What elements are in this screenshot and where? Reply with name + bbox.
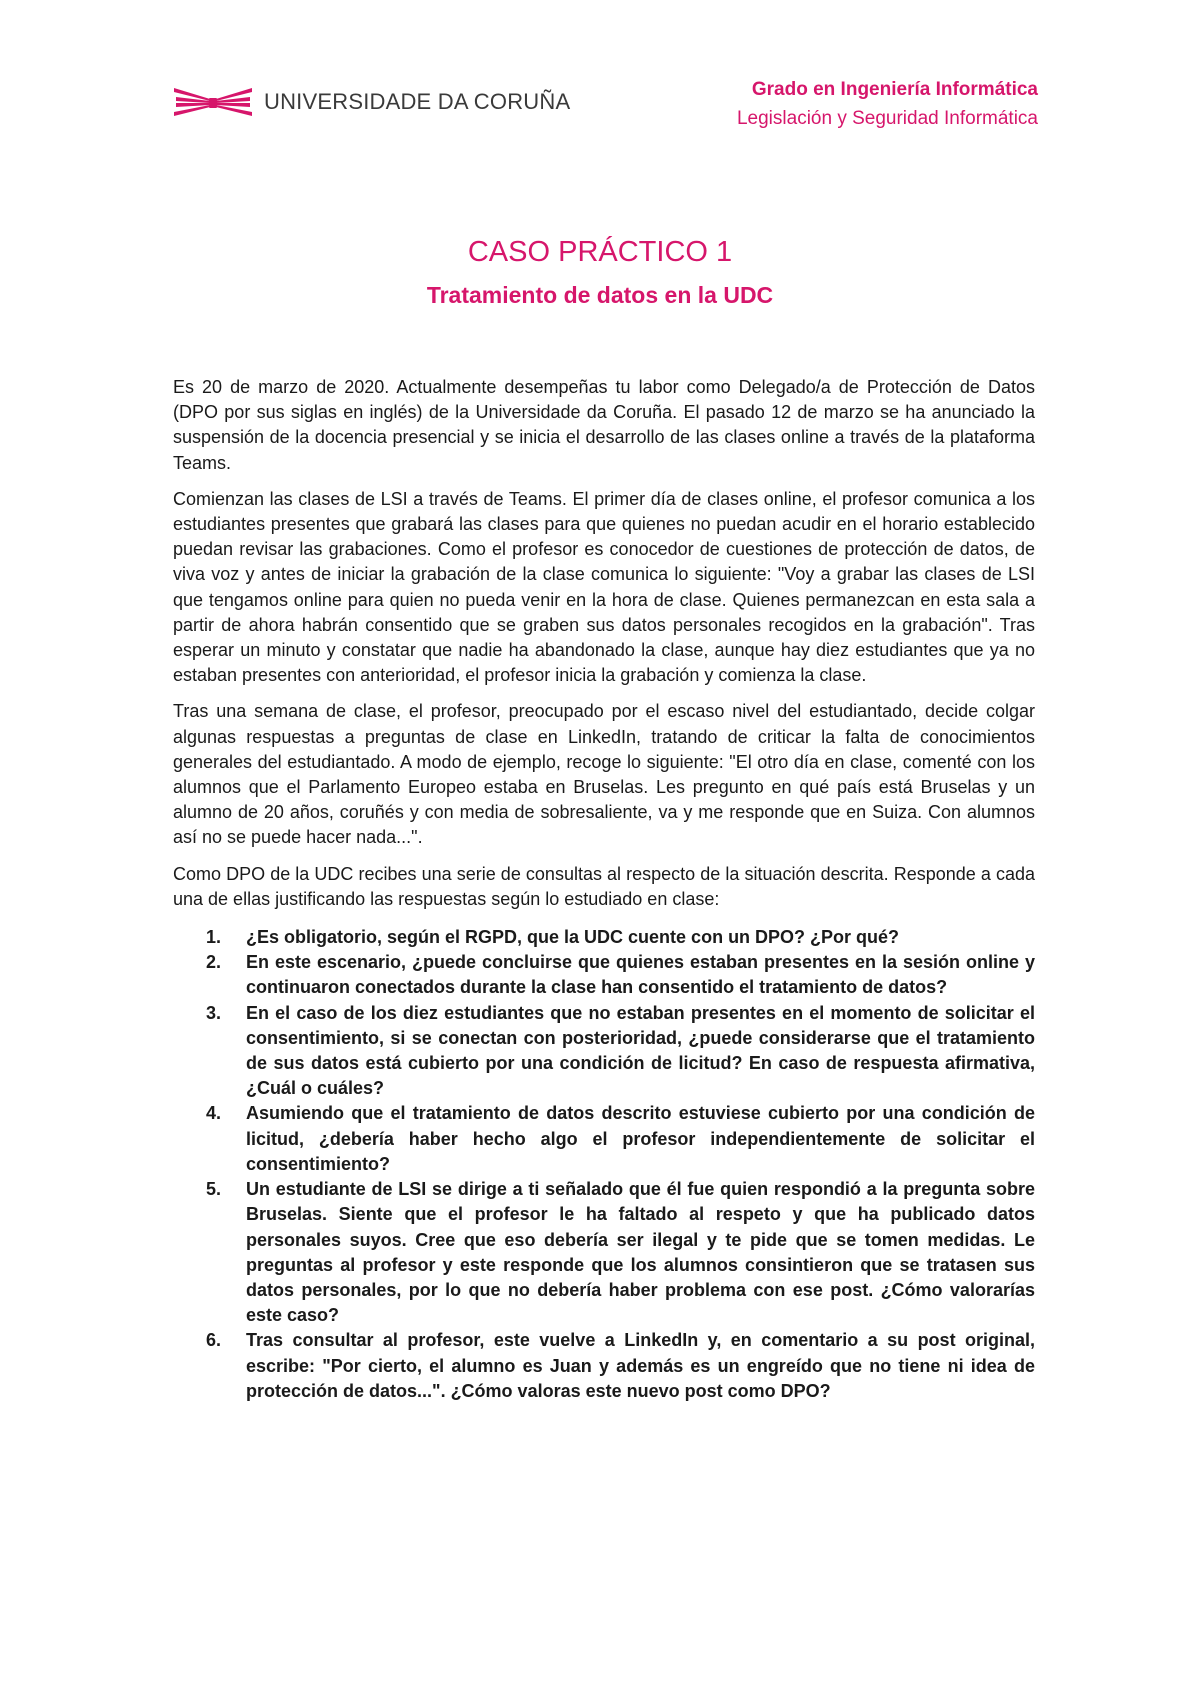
- university-name: UNIVERSIDADE DA CORUÑA: [264, 89, 571, 114]
- degree-name: Grado en Ingeniería Informática: [751, 79, 1038, 100]
- paragraph-instructions: Como DPO de la UDC recibes una serie de consultas al respecto de la situación descrita. Responde a cada una de ellas justificando las respuestas según lo estudiado en clase:: [173, 863, 1035, 909]
- page-title: CASO PRÁCTICO 1: [467, 236, 733, 268]
- question-item: [173, 950, 1035, 1000]
- question-number: 5.: [206, 1179, 222, 1200]
- document-body: [173, 375, 1035, 1404]
- question-number: 1.: [206, 927, 222, 948]
- questions-list: [173, 925, 1035, 1404]
- question-text: En este escenario, ¿puede concluirse que quienes estaban presentes en la sesión online y continuaron conectados durante la clase han consentido el tratamiento de datos?: [246, 952, 1035, 998]
- paragraph-recording: Comienzan las clases de LSI a través de Teams. El primer día de clases online, el profesor comunica a los estudiantes presentes que grabará las clases para que quienes no puedan acudir en el horario establecido puedan revisar las grabaciones. Como el profesor es conocedor de cuestiones de protección de datos, de viva voz y antes de iniciar la grabación de la clase comunica lo siguiente: "Voy a grabar las clases de LSI que tengamos online para quien no pueda venir en la hora de clase. Quienes permanezcan en esta sala a partir de ahora habrán consentido que se graben sus datos personales recogidos en la grabación". Tras esperar un minuto y constatar que nadie ha abandonado la clase, aunque hay diez estudiantes que ya no estaban presentes con anterioridad, el profesor inicia la grabación y comienza la clase.: [173, 488, 1035, 686]
- question-text: Tras consultar al profesor, este vuelve a LinkedIn y, en comentario a su post original, escribe: "Por cierto, el alumno es Juan y además es un engreído que no tiene ni idea de protección de datos...". ¿Cómo valoras este nuevo post como DPO?: [246, 1330, 1035, 1401]
- question-item: [173, 1328, 1035, 1404]
- question-text: Asumiendo que el tratamiento de datos descrito estuviese cubierto por una condición de licitud, ¿debería haber hecho algo el profesor independientemente de solicitar el consentimiento?: [246, 1103, 1035, 1174]
- question-number: 6.: [206, 1330, 222, 1351]
- question-number: 4.: [206, 1103, 222, 1124]
- question-text: Un estudiante de LSI se dirige a ti señalado que él fue quien respondió a la pregunta sobre Bruselas. Siente que el profesor le ha faltado al respeto y que ha publicado datos personales suyos. Cree que eso debería ser ilegal y te pide que se tomen medidas. Le preguntas al profesor y este responde que los alumnos consintieron que se tratasen sus datos personales, por lo que no debería haber problema con ese post. ¿Cómo valorarías este caso?: [246, 1179, 1035, 1326]
- question-item: [173, 1001, 1035, 1102]
- course-name: Legislación y Seguridad Informática: [736, 108, 1038, 129]
- question-number: 3.: [206, 1002, 222, 1023]
- university-logo: [172, 82, 570, 122]
- question-number: 2.: [206, 952, 222, 973]
- question-item: [173, 1177, 1035, 1328]
- page-subtitle: Tratamiento de datos en la UDC: [426, 282, 774, 308]
- question-text: En el caso de los diez estudiantes que no estaban presentes en el momento de solicitar el consentimiento, si se conectan con posterioridad, ¿puede considerarse que el tratamiento de sus datos está cubierto por una condición de licitud? En caso de respuesta afirmativa, ¿Cuál o cuáles?: [246, 1002, 1035, 1099]
- udc-emblem-icon: [172, 82, 254, 122]
- course-header: [737, 75, 1038, 133]
- question-item: [173, 1101, 1035, 1177]
- question-text: ¿Es obligatorio, según el RGPD, que la UDC cuente con un DPO? ¿Por qué?: [246, 927, 900, 948]
- paragraph-linkedin: Tras una semana de clase, el profesor, preocupado por el escaso nivel del estudiantado, decide colgar algunas respuestas a preguntas de clase en LinkedIn, tratando de criticar la falta de conocimientos generales del estudiantado. A modo de ejemplo, recoge lo siguiente: "El otro día en clase, comenté con los alumnos que el Parlamento Europeo estaba en Bruselas. Les pregunto en qué país está Bruselas y un alumno de 20 años, coruñés y con media de sobresaliente, va y me responde que en Suiza. Con alumnos así no se puede hacer nada...".: [173, 701, 1035, 848]
- paragraph-intro: Es 20 de marzo de 2020. Actualmente desempeñas tu labor como Delegado/a de Protección de Datos (DPO por sus siglas en inglés) de la Universidade da Coruña. El pasado 12 de marzo se ha anunciado la suspensión de la docencia presencial y se inicia el desarrollo de las clases online a través de la plataforma Teams.: [173, 377, 1035, 473]
- question-item: [173, 925, 1035, 950]
